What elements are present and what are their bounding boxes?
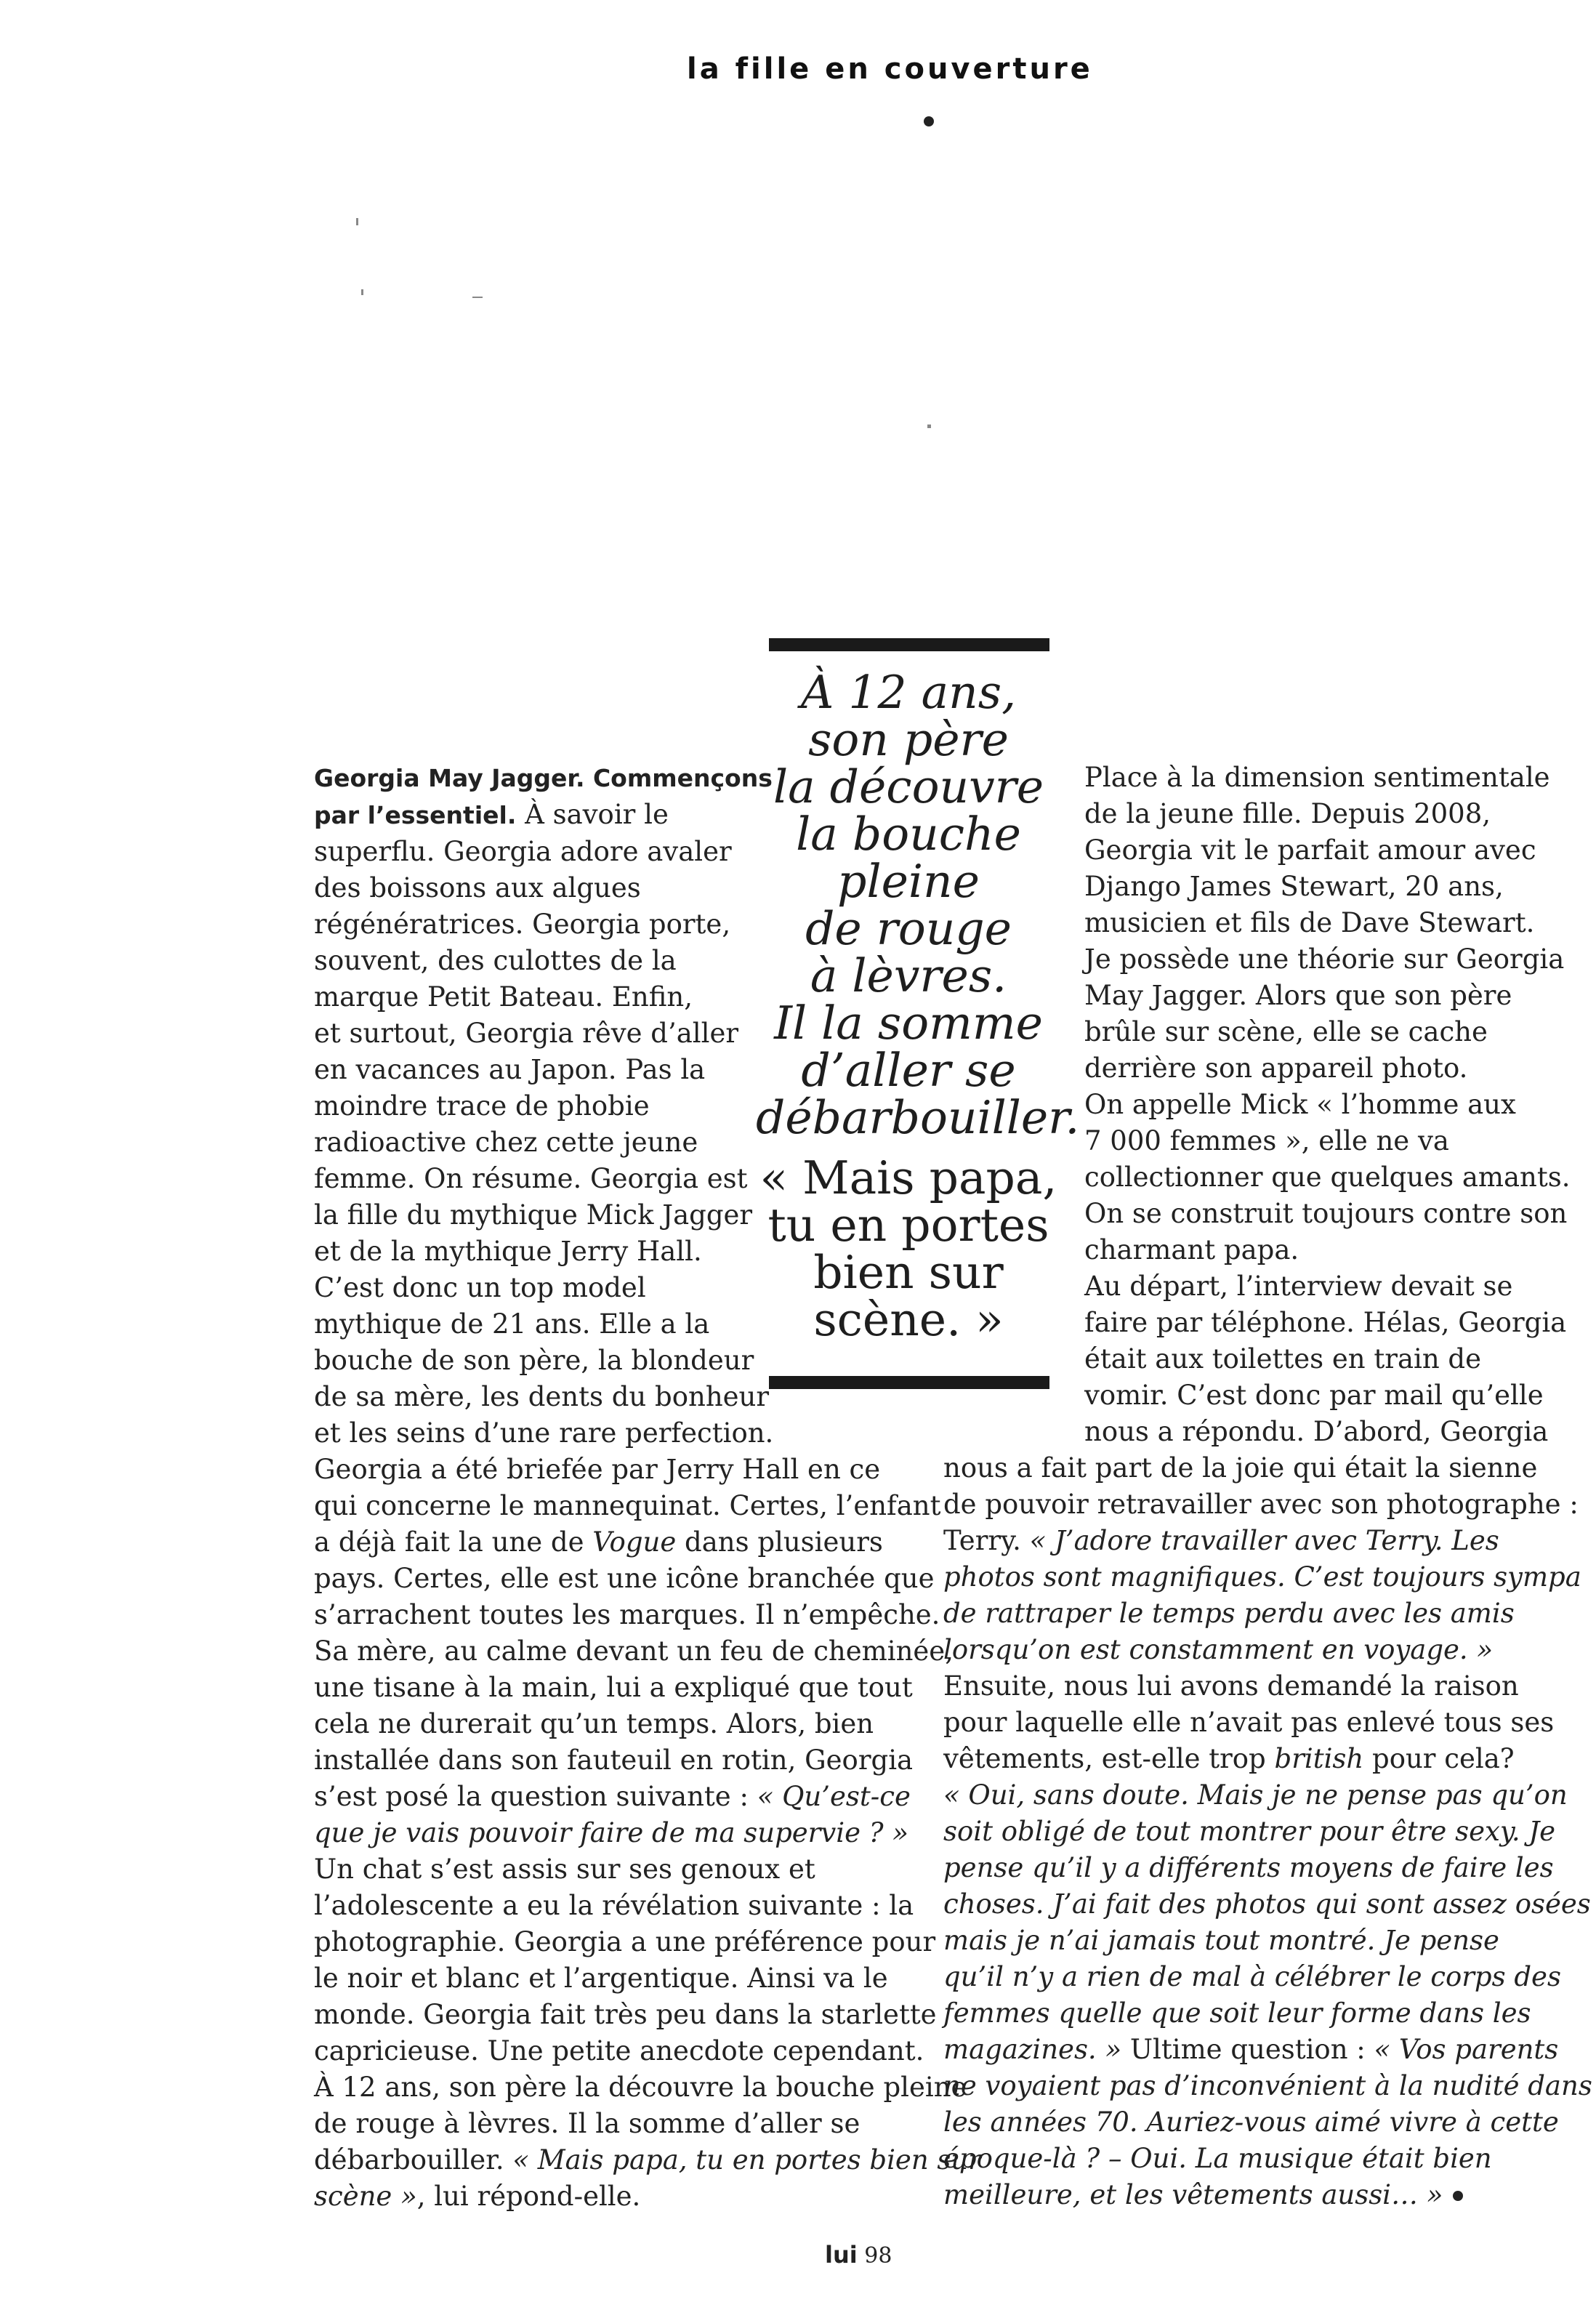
- body-line: et surtout, Georgia rêve d’aller: [314, 1018, 739, 1049]
- body-line: Au départ, l’interview devait se: [1084, 1271, 1513, 1302]
- quoted-text: magazines. »: [943, 2034, 1122, 2065]
- quote-line: pleine: [837, 855, 980, 908]
- body-line: vomir. C’est donc par mail qu’elle: [1084, 1380, 1544, 1411]
- quote-line: « Mais papa,: [759, 1151, 1057, 1204]
- body-line: femme. On résume. Georgia est: [314, 1163, 748, 1194]
- quoted-text: pense qu’il y a différents moyens de faire les: [943, 1852, 1554, 1883]
- body-line: nous a fait part de la joie qui était la sienne: [943, 1452, 1538, 1484]
- body-line: bouche de son père, la blondeur: [314, 1345, 754, 1376]
- lead-text: par l’essentiel.: [314, 801, 517, 829]
- body-line: capricieuse. Une petite anecdote cependant.: [314, 2035, 924, 2066]
- quoted-text: « Qu’est-ce: [757, 1781, 911, 1812]
- body-line: Django James Stewart, 20 ans,: [1084, 871, 1504, 902]
- quoted-text: ne voyaient pas d’inconvénient à la nudité dans: [943, 2070, 1592, 2101]
- scan-speck: [927, 424, 931, 428]
- body-line: dans plusieurs: [676, 1526, 883, 1558]
- body-line: a déjà fait la une de: [314, 1526, 593, 1558]
- body-line: nous a répondu. D’abord, Georgia: [1084, 1416, 1549, 1447]
- right-column-bottom: [943, 1450, 1592, 2213]
- body-line: Un chat s’est assis sur ses genoux et: [314, 1854, 815, 1885]
- quoted-text: époque-là ? – Oui. La musique était bien: [943, 2143, 1492, 2174]
- quote-line: À 12 ans,: [800, 666, 1017, 719]
- body-line: des boissons aux algues: [314, 872, 641, 904]
- body-line: À savoir le: [516, 799, 669, 830]
- quoted-text: photos sont magnifiques. C’est toujours sympa: [943, 1561, 1581, 1593]
- body-line: Place à la dimension sentimentale: [1084, 762, 1550, 793]
- quoted-text: lorsqu’on est constamment en voyage. »: [943, 1634, 1494, 1665]
- body-line: photographie. Georgia a une préférence pour: [314, 1926, 936, 1957]
- section-label: la fille en couverture: [687, 52, 1093, 86]
- quote-line: de rouge: [805, 902, 1012, 955]
- body-line: mythique de 21 ans. Elle a la: [314, 1308, 710, 1340]
- body-line: Ensuite, nous lui avons demandé la raison: [943, 1670, 1519, 1702]
- quoted-text: choses. J’ai fait des photos qui sont assez osées: [943, 1888, 1591, 1920]
- body-line: souvent, des culottes de la: [314, 945, 677, 976]
- quoted-text: qu’il n’y a rien de mal à célébrer le corps des: [943, 1961, 1561, 1992]
- body-line: On appelle Mick « l’homme aux: [1084, 1089, 1516, 1120]
- body-line: Je possède une théorie sur Georgia: [1084, 943, 1565, 975]
- left-column: [314, 760, 981, 2215]
- quoted-text: les années 70. Auriez-vous aimé vivre à cette: [943, 2106, 1559, 2138]
- quote-line: Il la somme: [774, 997, 1043, 1050]
- right-column-top: [1084, 760, 1571, 1450]
- body-line: Sa mère, au calme devant un feu de cheminée,: [314, 1635, 954, 1667]
- body-line: cela ne durerait qu’un temps. Alors, bien: [314, 1708, 874, 1739]
- body-line: 7 000 femmes », elle ne va: [1084, 1125, 1449, 1156]
- body-line: pour laquelle elle n’avait pas enlevé tous ses: [943, 1707, 1555, 1738]
- quoted-text: « Oui, sans doute. Mais je ne pense pas qu’on: [943, 1779, 1568, 1811]
- body-line: May Jagger. Alors que son père: [1084, 980, 1512, 1011]
- body-line: vêtements, est-elle trop: [943, 1743, 1275, 1774]
- quote-line: débarbouiller.: [756, 1091, 1080, 1144]
- body-line: brûle sur scène, elle se cache: [1084, 1016, 1488, 1047]
- magazine-logo: lui: [825, 2241, 858, 2269]
- quote-line: scène. »: [813, 1293, 1004, 1346]
- body-line: Terry.: [943, 1525, 1030, 1556]
- quoted-text: scène »: [314, 2181, 417, 2212]
- quoted-text: meilleure, et les vêtements aussi… »: [943, 2179, 1443, 2210]
- lead-text: Georgia May Jagger. Commençons: [314, 764, 773, 792]
- section-dot: [924, 116, 934, 126]
- body-line: monde. Georgia fait très peu dans la starlette: [314, 1999, 937, 2030]
- body-line: On se construit toujours contre son: [1084, 1198, 1568, 1229]
- body-line: musicien et fils de Dave Stewart.: [1084, 907, 1535, 938]
- body-line: et les seins d’une rare perfection.: [314, 1417, 774, 1449]
- body-line: la fille du mythique Mick Jagger: [314, 1199, 753, 1231]
- quoted-text: soit obligé de tout montrer pour être sexy. Je: [943, 1816, 1556, 1847]
- body-line: pays. Certes, elle est une icône branchée que: [314, 1563, 935, 1594]
- quoted-text: femmes quelle que soit leur forme dans les: [943, 1997, 1531, 2029]
- quoted-text: « J’adore travailler avec Terry. Les: [1029, 1525, 1499, 1556]
- body-line: superflu. Georgia adore avaler: [314, 836, 732, 867]
- body-line: marque Petit Bateau. Enfin,: [314, 981, 693, 1013]
- body-line: installée dans son fauteuil en rotin, Georgia: [314, 1744, 914, 1776]
- quoted-text: mais je n’ai jamais tout montré. Je pense: [943, 1925, 1499, 1956]
- body-line: C’est donc un top model: [314, 1272, 646, 1303]
- body-line: et de la mythique Jerry Hall.: [314, 1236, 702, 1267]
- scan-speck: [472, 297, 483, 298]
- body-line: en vacances au Japon. Pas la: [314, 1054, 706, 1085]
- quote-line: tu en portes: [767, 1199, 1049, 1252]
- body-line: radioactive chez cette jeune: [314, 1127, 698, 1158]
- body-line: régénératrices. Georgia porte,: [314, 909, 731, 940]
- body-line: Ultime question :: [1121, 2034, 1374, 2065]
- quote-line: d’aller se: [801, 1044, 1016, 1097]
- body-line: derrière son appareil photo.: [1084, 1053, 1468, 1084]
- quote-line: à lèvres.: [810, 949, 1007, 1002]
- quoted-text: « Vos parents: [1374, 2034, 1559, 2065]
- magazine-title: Vogue: [592, 1526, 677, 1558]
- quote-line: la bouche: [796, 808, 1021, 861]
- body-line: charmant papa.: [1084, 1234, 1299, 1265]
- body-line: faire par téléphone. Hélas, Georgia: [1084, 1307, 1567, 1338]
- page-number: 98: [864, 2243, 892, 2269]
- body-line: , lui répond-elle.: [416, 2181, 641, 2212]
- body-line: de sa mère, les dents du bonheur: [314, 1381, 770, 1412]
- body-line: le noir et blanc et l’argentique. Ainsi va le: [314, 1963, 888, 1994]
- page-footer: [825, 2241, 892, 2269]
- end-dot: [1453, 2191, 1463, 2201]
- quoted-text: « Mais papa, tu en portes bien sur: [512, 2144, 981, 2176]
- body-line: était aux toilettes en train de: [1084, 1343, 1482, 1375]
- quote-top-rule: [769, 638, 1049, 651]
- quote-line: la découvre: [773, 760, 1044, 813]
- body-line: collectionner que quelques amants.: [1084, 1162, 1571, 1193]
- body-line: de pouvoir retravailler avec son photographe :: [943, 1489, 1579, 1520]
- emphasis-word: british: [1274, 1743, 1364, 1774]
- quote-line: son père: [808, 713, 1009, 766]
- body-line: une tisane à la main, lui a expliqué que tout: [314, 1672, 913, 1703]
- body-line: qui concerne le mannequinat. Certes, l’enfant: [314, 1490, 941, 1521]
- scan-speck: [356, 218, 358, 225]
- body-line: de la jeune fille. Depuis 2008,: [1084, 798, 1491, 829]
- body-line: débarbouiller.: [314, 2144, 513, 2176]
- body-line: l’adolescente a eu la révélation suivante : la: [314, 1890, 914, 1921]
- quoted-text: que je vais pouvoir faire de ma supervie ? »: [314, 1817, 908, 1848]
- body-line: Georgia a été briefée par Jerry Hall en ce: [314, 1454, 881, 1485]
- quote-line: bien sur: [813, 1246, 1004, 1299]
- body-line: s’arrachent toutes les marques. Il n’empêche.: [314, 1599, 940, 1630]
- body-line: de rouge à lèvres. Il la somme d’aller se: [314, 2108, 861, 2139]
- body-line: pour cela?: [1363, 1743, 1515, 1774]
- body-line: À 12 ans, son père la découvre la bouche pleine: [314, 2072, 967, 2103]
- body-line: Georgia vit le parfait amour avec: [1084, 834, 1536, 866]
- scan-speck: [361, 289, 363, 295]
- body-line: moindre trace de phobie: [314, 1090, 650, 1122]
- body-line: s’est posé la question suivante :: [314, 1781, 757, 1812]
- quoted-text: de rattraper le temps perdu avec les amis: [943, 1598, 1515, 1629]
